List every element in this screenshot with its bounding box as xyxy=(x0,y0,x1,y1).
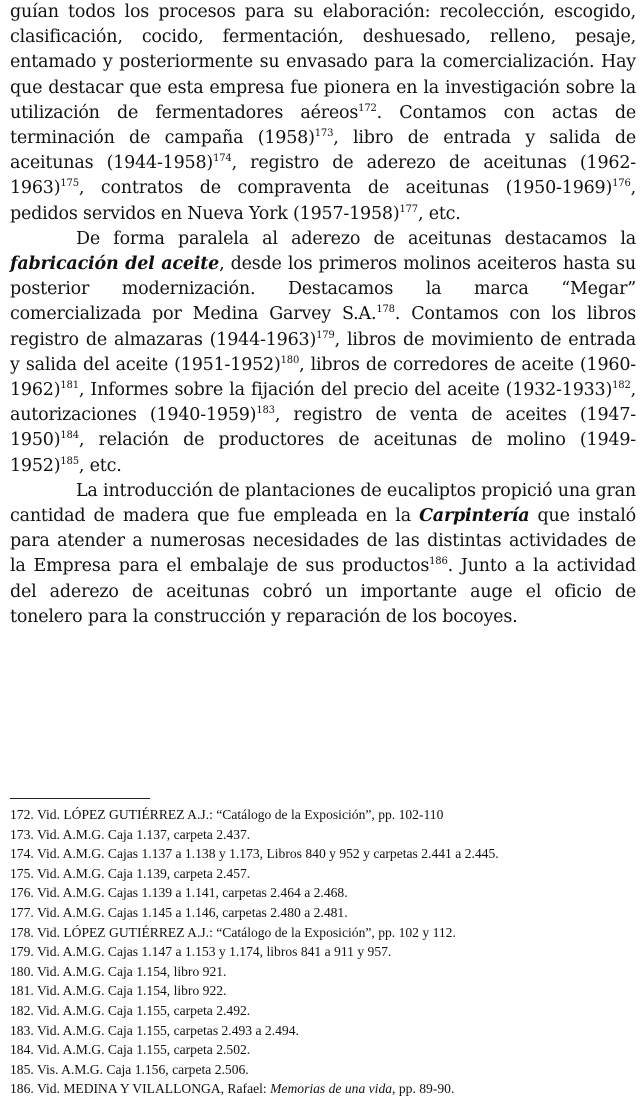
footnote-text: Vid. A.M.G. Cajas 1.139 a 1.141, carpetas 2.464 a 2.468. xyxy=(36,885,348,901)
text-run: , Informes sobre la fijación del precio del aceite (1932-1933) xyxy=(78,380,613,401)
footnote xyxy=(10,1021,636,1041)
footnote-ref: 177 xyxy=(399,203,418,215)
footnote-text: Vid. A.M.G. Caja 1.139, carpeta 2.457. xyxy=(36,865,251,881)
footnote-number: 174. xyxy=(10,846,34,862)
footnote xyxy=(10,903,636,923)
footnote-text: Vid. A.M.G. Cajas 1.137 a 1.138 y 1.173, Libros 840 y 952 y carpetas 2.441 a 2.445. xyxy=(36,846,499,862)
footnote-text: Vid. A.M.G. Caja 1.154, libro 921. xyxy=(36,963,227,979)
footnote xyxy=(10,1060,636,1080)
footnote-text: Vis. A.M.G. Caja 1.156, carpeta 2.506. xyxy=(36,1061,249,1077)
footnote-ref: 181 xyxy=(60,380,79,392)
footnote-ref: 176 xyxy=(612,178,631,190)
emphasis-term: Carpintería xyxy=(419,506,530,527)
footnote-ref: 184 xyxy=(60,430,79,442)
footnote xyxy=(10,1079,636,1099)
footnote-ref: 186 xyxy=(429,556,448,568)
footnote xyxy=(10,883,636,903)
footnote-text: Vid. MEDINA Y VILALLONGA, Rafael: xyxy=(36,1081,271,1097)
footnote xyxy=(10,962,636,982)
footnote-divider xyxy=(10,798,150,799)
footnote-ref: 182 xyxy=(612,380,631,392)
text-run: , desde los primeros molinos aceiteros hasta su posterior modernización. Destacamos la marca “Megar” comercializada por Medina Garvey S.A. xyxy=(10,254,636,325)
text-run: , libros de movimiento de entrada y salida del aceite (1951-1952) xyxy=(10,329,636,375)
text-run: , autorizaciones (1940-1959) xyxy=(10,380,636,426)
footnote-ref: 172 xyxy=(358,102,377,114)
footnote-ref: 178 xyxy=(376,304,395,316)
text-run: , registro de aderezo de aceitunas (1962-1963) xyxy=(10,153,637,199)
footnote-text: Vid. A.M.G. Cajas 1.147 a 1.153 y 1.174, libros 841 a 911 y 957. xyxy=(36,944,392,960)
footnote-number: 175. xyxy=(10,865,34,881)
text-run: , libros de corredores de aceite (1960-1962) xyxy=(10,354,636,401)
paragraph-carpentry xyxy=(10,479,636,630)
paragraph-olive-processing xyxy=(10,0,636,227)
footnote-number: 181. xyxy=(10,983,34,999)
footnote-text: Vid. A.M.G. Cajas 1.145 a 1.146, carpetas 2.480 a 2.481. xyxy=(36,904,348,920)
footnote-text: Vid. A.M.G. Caja 1.155, carpetas 2.493 a 2.494. xyxy=(36,1022,299,1038)
footnote xyxy=(10,923,636,943)
footnote-ref: 179 xyxy=(316,329,335,341)
footnotes-list xyxy=(10,805,636,1099)
text-run: guían todos los procesos para su elaboración: recolección, escogido, clasificación, cocido, fermentación, deshuesado, relleno, pesaje, entamado y posteriormente su envasado para la comercialización. Hay que destacar que esta empresa fue pionera en la investigación sobre la utilización de fermentadores aéreos xyxy=(10,2,636,123)
footnote-title: Memorias de una vida xyxy=(270,1081,393,1097)
text-run: , relación de productores de aceitunas de molino (1949-1952) xyxy=(10,430,636,476)
text-run: . Junto a la actividad del aderezo de aceitunas cobró un importante auge el oficio de tonelero para la construcción y reparación de los bocoyes. xyxy=(10,556,636,627)
text-run: . Contamos con actas de terminación de campaña (1958) xyxy=(10,102,636,149)
footnote-ref: 173 xyxy=(314,128,334,140)
text-run: , etc. xyxy=(78,455,122,476)
footnote-text: Vid. LÓPEZ GUTIÉRREZ A.J.: “Catálogo de la Exposición”, pp. 102-110 xyxy=(36,807,444,822)
footnote xyxy=(10,844,636,864)
footnote-number: 178. xyxy=(10,924,34,940)
footnote-number: 180. xyxy=(10,963,34,979)
footnote xyxy=(10,1040,636,1060)
footnote-text: Vid. A.M.G. Caja 1.137, carpeta 2.437. xyxy=(36,826,251,842)
footnote-number: 179. xyxy=(10,944,34,960)
footnote xyxy=(10,825,636,845)
footnote xyxy=(10,1001,636,1021)
footnote-number: 184. xyxy=(10,1042,34,1058)
footnote-text: Vid. LÓPEZ GUTIÉRREZ A.J.: “Catálogo de la Exposición”, pp. 102 y 112. xyxy=(36,924,456,940)
footnote-number: 173. xyxy=(10,826,34,842)
footnote-number: 185. xyxy=(10,1061,34,1077)
footnote-number: 186. xyxy=(10,1081,34,1097)
emphasis-term: fabricación del aceite xyxy=(10,254,220,275)
footnote-number: 177. xyxy=(10,904,34,920)
footnote-ref: 174 xyxy=(213,153,232,165)
footnote xyxy=(10,942,636,962)
text-run: La introducción de plantaciones de eucaliptos propició una gran cantidad de madera que fue empleada en la xyxy=(10,480,636,527)
text-run: , libro de entrada y salida de aceitunas (1944-1958) xyxy=(10,128,636,174)
footnote-text: Vid. A.M.G. Caja 1.155, carpeta 2.502. xyxy=(36,1042,251,1058)
footnote-number: 183. xyxy=(10,1022,34,1038)
footnote-ref: 175 xyxy=(60,178,79,190)
footnote-ref: 185 xyxy=(60,455,79,467)
text-run: , contratos de compraventa de aceitunas (1950-1969) xyxy=(78,178,613,199)
footnote-number: 176. xyxy=(10,885,34,901)
footnote-ref: 183 xyxy=(256,405,275,417)
footnote-pages: , pp. 89-90. xyxy=(392,1081,455,1097)
footnote-number: 172. xyxy=(10,807,34,822)
paragraph-oil-production xyxy=(10,227,636,479)
footnote-ref: 180 xyxy=(280,355,300,367)
text-run: que instaló para atender a numerosas necesidades de las distintas actividades de la Empresa para el embalaje de sus productos xyxy=(10,506,636,577)
footnote-text: Vid. A.M.G. Caja 1.154, libro 922. xyxy=(36,983,227,999)
text-run: , registro de venta de aceites (1947-1950) xyxy=(10,405,636,451)
footnote-text: Vid. A.M.G. Caja 1.155, carpeta 2.492. xyxy=(36,1002,251,1018)
text-run: , pedidos servidos en Nueva York (1957-1958) xyxy=(10,178,636,224)
footnote-number: 182. xyxy=(10,1002,34,1018)
footnote xyxy=(10,805,636,825)
text-run: . Contamos con los libros registro de almazaras (1944-1963) xyxy=(10,304,636,350)
body-text xyxy=(10,0,636,630)
text-run: , etc. xyxy=(417,203,461,224)
footnote xyxy=(10,981,636,1001)
text-run: De forma paralela al aderezo de aceitunas destacamos la xyxy=(76,228,636,249)
footnote xyxy=(10,864,636,884)
